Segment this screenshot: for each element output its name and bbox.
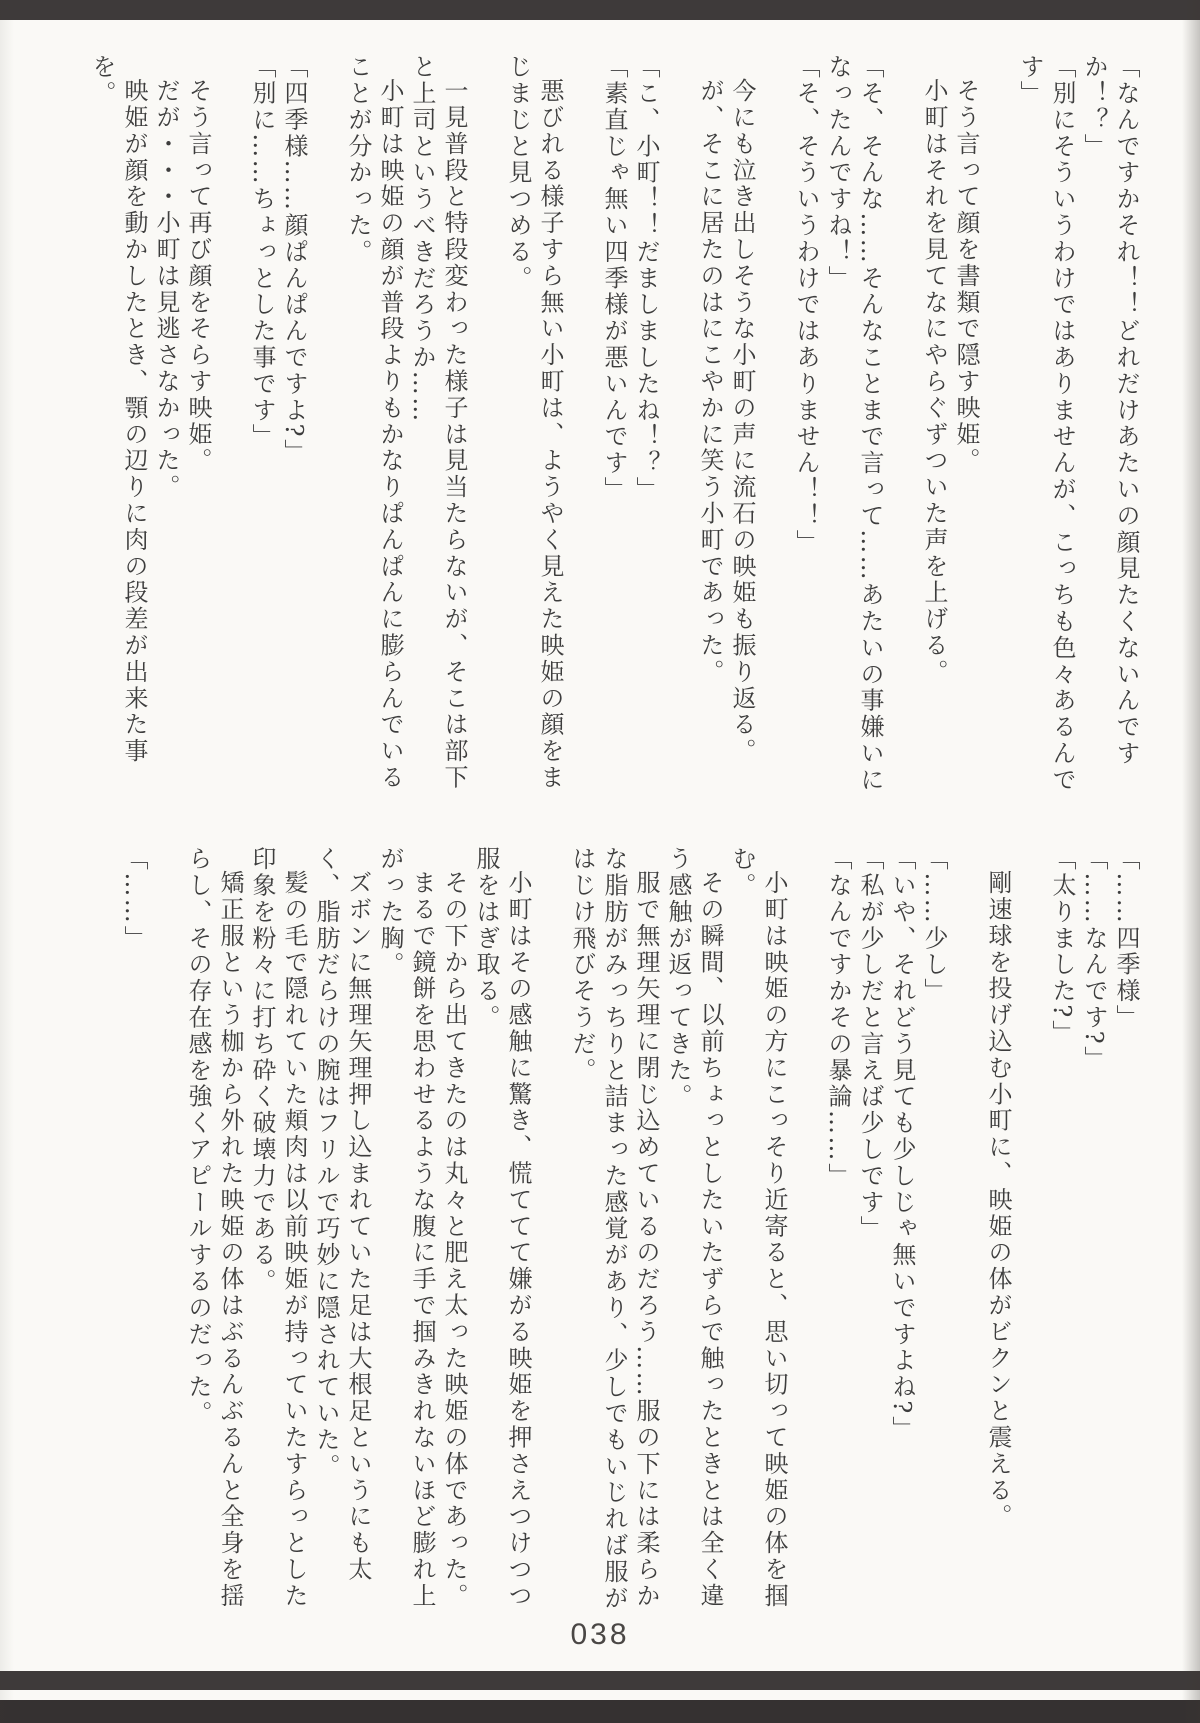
paragraph: 「……」 <box>120 846 148 952</box>
paragraph: 剛速球を投げ込む小町に、映姫の体がビクンと震える。 <box>984 870 1012 1530</box>
bottom-rule-thin <box>0 1671 1200 1690</box>
scan-shadow-right-icon <box>1182 0 1200 1723</box>
page-number: 038 <box>570 1618 630 1651</box>
top-rule <box>0 0 1200 20</box>
paragraph: 「なんですかその暴論……」 <box>824 846 852 1190</box>
lower-text-tier <box>118 846 1142 1621</box>
paragraph: 「……なんです?」 <box>1080 846 1108 1073</box>
paragraph: 今にも泣き出しそうな小町の声に流石の映姫も振り返る。 <box>728 78 756 765</box>
paragraph: 「……四季様」 <box>1112 846 1140 1031</box>
paragraph: 映姫が顔を動かしたとき、顎の辺りに肉の段差が出来た事を。 <box>88 54 148 765</box>
paragraph: 服で無理矢理に閉じ込めているのだろう……服の下には柔らかな脂肪がみっちりと詰まった感覚があり、少しでもいじれば服がはじけ飛びそうだ。 <box>568 846 660 1612</box>
paragraph: が、そこに居たのはにこやかに笑う小町であった。 <box>696 78 724 686</box>
paragraph: 「私が少しだと言えば少しです」 <box>856 846 884 1242</box>
paragraph: 「太りました?」 <box>1048 846 1076 1047</box>
paragraph: 「四季様……顔ぱんぱんですよ?」 <box>280 54 308 466</box>
paragraph: 「こ、小町！！だましましたね！？」 <box>632 54 660 503</box>
paragraph: ズボンに無理矢理押し込まれていた足は大根足というにも太く、脂肪だらけの腕はフリルで巧妙に隠されていた。 <box>312 846 372 1583</box>
paragraph: 悪びれる様子すら無い小町は、ようやく見えた映姫の顔をまじまじと見つめる。 <box>504 54 564 791</box>
paragraph: まるで鏡餅を思わせるような腹に手で掴みきれないほど膨れ上がった胸。 <box>376 846 436 1610</box>
paragraph: 「別にそういうわけではありませんが、こっちも色々あるんです」 <box>1016 54 1076 794</box>
paragraph: 小町はそれを見てなにやらぐずついた声を上げる。 <box>920 78 948 686</box>
paragraph: 「別に……ちょっとした事です」 <box>248 54 276 450</box>
paragraph: 「素直じゃ無い四季様が悪いんです」 <box>600 54 628 503</box>
paragraph: その瞬間、以前ちょっとしたいたずらで触ったときとは全く違う感触が返ってきた。 <box>664 846 724 1610</box>
scan-shadow-left-icon <box>0 0 14 1723</box>
bottom-rule-thick <box>0 1700 1200 1723</box>
paragraph: 小町は映姫の方にこっそり近寄ると、思い切って映姫の体を掴む。 <box>728 846 788 1610</box>
paragraph: 髪の毛で隠れていた頬肉は以前映姫が持っていたすらっとした印象を粉々に打ち砕く破壊力である。 <box>248 846 308 1610</box>
paragraph: だが・・・小町は見逃さなかった。 <box>152 78 180 501</box>
paragraph: 「なんですかそれ！！どれだけあたいの顔見たくないんですか！？」 <box>1080 54 1140 767</box>
paragraph: その下から出てきたのは丸々と肥え太った映姫の体であった。 <box>440 870 468 1610</box>
upper-text-tier <box>86 54 1142 799</box>
paragraph: 矯正服という枷から外れた映姫の体はぶるんぶるんと全身を揺らし、その存在感を強くアピールするのだった。 <box>184 846 244 1610</box>
paragraph: そう言って顔を書類で隠す映姫。 <box>952 78 980 474</box>
paragraph: 小町は映姫の顔が普段よりもかなりぱんぱんに膨らんでいることが分かった。 <box>344 54 404 791</box>
paragraph: 小町はその感触に驚き、慌ててて嫌がる映姫を押さえつけつつ服をはぎ取る。 <box>472 846 532 1610</box>
paragraph: そう言って再び顔をそらす映姫。 <box>184 78 212 474</box>
paragraph: 「そ、そんな……そんなことまで言って……あたいの事嫌いになったんですね！」 <box>824 54 884 794</box>
paragraph: 一見普段と特段変わった様子は見当たらないが、そこは部下と上司というべきだろうか…… <box>408 54 468 791</box>
paragraph: 「いや、それどう見ても少しじゃ無いですよね?」 <box>888 846 916 1443</box>
paragraph: 「そ、そういうわけではありません！！」 <box>792 54 820 556</box>
paragraph: 「……少し」 <box>920 846 948 1005</box>
